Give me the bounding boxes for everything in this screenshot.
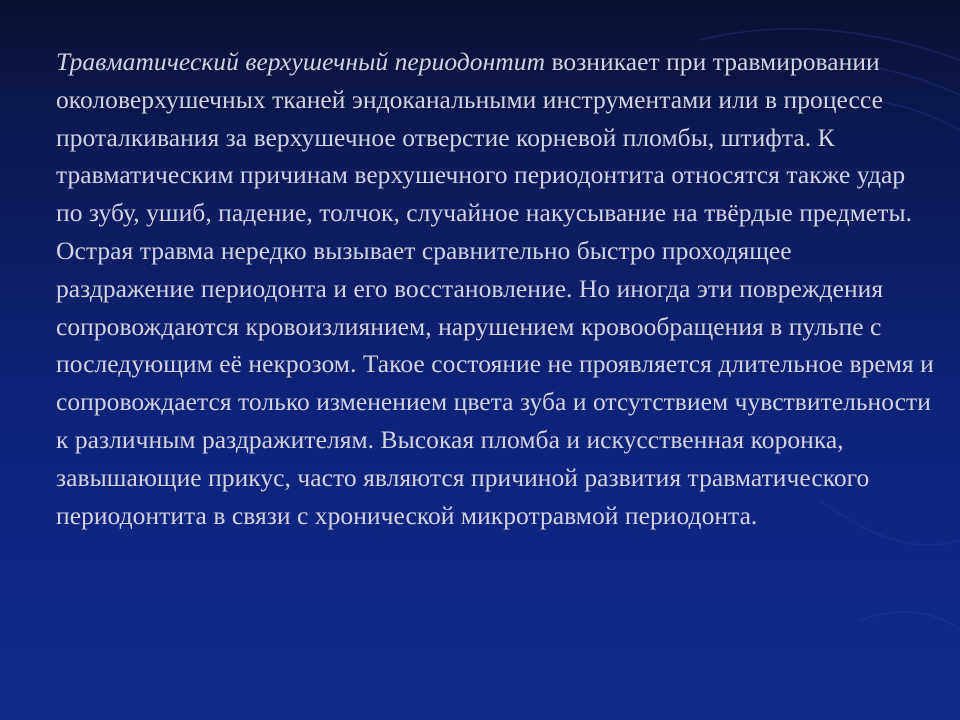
slide-body-text: возникает при травмировании околоверхушечных тканей эндоканальными инструментами или в процессе проталкивания за верхушечное отверстие корневой пломбы, штифта. К травматическим причинам верхушечного периодонтита относятся также удар по зубу, ушиб, падение, толчок, случайное накусывание на твёрдые предметы. Острая травма нередко вызывает сравнительно быстро проходящее раздражение периодонта и его восстановление. Но иногда эти повреждения сопровождаются кровоизлиянием, нарушением кровообращения в пульпе с последующим её некрозом. Такое состояние не проявляется длительное время и сопровождается только изменением цвета зуба и отсутствием чувствительности к различным раздражителям. Высокая пломба и искусственная коронка, завышающие прикус, часто являются причиной развития травматического периодонтита в связи с хронической микротравмой периодонта. [56,47,934,530]
slide-paragraph [56,43,936,534]
slide-lead-term: Травматический верхушечный периодонтит [56,47,546,76]
